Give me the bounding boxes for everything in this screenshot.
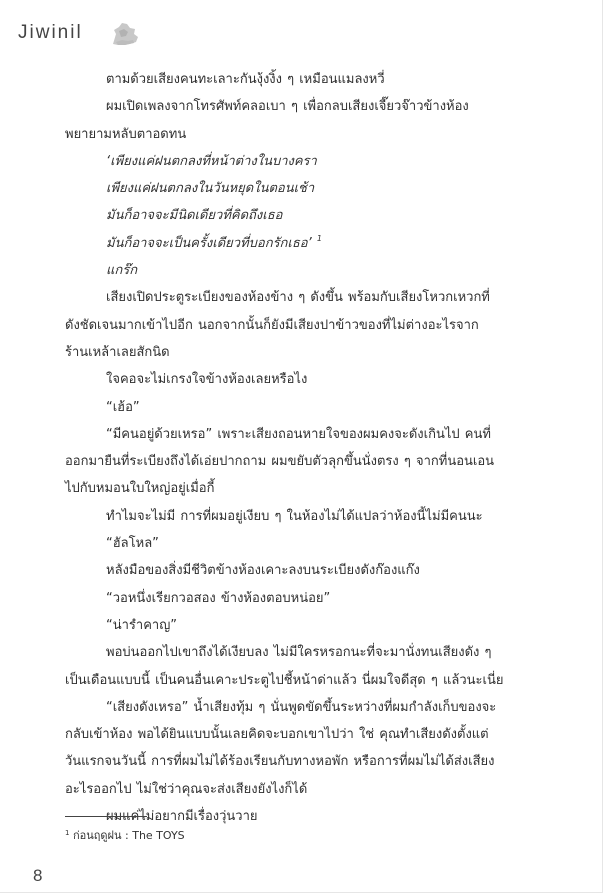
- footnote-divider: [65, 816, 147, 817]
- dialogue-line: “เฮ้อ”: [106, 399, 140, 415]
- footnote-text: ก่อนฤดูฝน : The TOYS: [72, 829, 185, 842]
- paragraph-line: ทำไมจะไม่มี การที่ผมอยู่เงียบ ๆ ในห้องไม่ได้แปลว่าห้องนี้ไม่มีคนนะ: [106, 508, 483, 524]
- sound-effect-line: แกร๊ก: [106, 263, 138, 279]
- paragraph-line: กลับเข้าห้อง พอได้ยินแบบนั้นเลยคิดจะบอกเขาไปว่า ใช่ คุณทำเสียงดังตั้งแต่: [65, 727, 489, 743]
- body-text: [65, 66, 523, 830]
- lyric-line: มันก็อาจจะเป็นครั้งเดียวที่บอกรักเธอ’: [106, 235, 312, 251]
- paragraph-line: พอบ่นออกไปเขาถึงได้เงียบลง ไม่มีใครหรอกนะที่จะมานั่งทนเสียงดัง ๆ: [106, 645, 492, 661]
- paragraph-line: ตามด้วยเสียงคนทะเลาะกันงุ้งงิ้ง ๆ เหมือนแมลงหวี่: [106, 72, 385, 87]
- footnote: [65, 826, 185, 844]
- page-number: 8: [33, 866, 43, 885]
- lyric-line-with-footnote: [65, 230, 523, 257]
- lyric-line: ‘เพียงแค่ฝนตกลงที่หน้าต่างในบางครา: [106, 153, 317, 169]
- paragraph-line: ใจคอจะไม่เกรงใจข้างห้องเลยหรือไง: [106, 372, 308, 388]
- author-logo-icon: [110, 20, 140, 48]
- paragraph-line: อะไรออกไป ไม่ใช่ว่าคุณจะส่งเสียงยังไงก็ได้: [65, 781, 308, 797]
- lyric-line: เพียงแค่ฝนตกลงในวันหยุดในตอนเช้า: [106, 181, 315, 197]
- dialogue-line: “น่ารำคาญ”: [106, 617, 178, 633]
- paragraph-line: หลังมือของสิ่งมีชีวิตข้างห้องเคาะลงบนระเบียงดังก๊องแก๊ง: [106, 563, 420, 579]
- paragraph-line: ดังชัดเจนมากเข้าไปอีก นอกจากนั้นก็ยังมีเสียงปาข้าวของที่ไม่ต่างอะไรจาก: [65, 317, 479, 333]
- footnote-marker: 1: [65, 829, 70, 837]
- paragraph-line: “เสียงดังเหรอ” น้ำเสียงทุ้ม ๆ นั่นพูดขัดขึ้นระหว่างที่ผมกำลังเก็บของจะ: [106, 699, 497, 715]
- paragraph-line: ร้านเหล้าเลยสักนิด: [65, 344, 170, 360]
- lyric-line: มันก็อาจจะมีนิดเดียวที่คิดถึงเธอ: [106, 208, 283, 224]
- paragraph-line: “มีคนอยู่ด้วยเหรอ” เพราะเสียงถอนหายใจของผมคงจะดังเกินไป คนที่: [106, 426, 491, 442]
- paragraph-line: ไปกับหมอนใบใหญ่อยู่เมื่อกี้: [65, 481, 215, 497]
- paragraph-line: เป็นเดือนแบบนี้ เป็นคนอื่นเคาะประตูไปชี้หน้าด่าแล้ว นี่ผมใจดีสุด ๆ แล้วนะเนี่ย: [65, 672, 504, 688]
- paragraph-line: ออกมายืนที่ระเบียงถึงได้เอ่ยปากถาม ผมขยับตัวลุกขึ้นนั่งตรง ๆ จากที่นอนเอน: [65, 454, 495, 470]
- paragraph-line: ผมแค่ไม่อยากมีเรื่องวุ่นวาย: [106, 809, 258, 825]
- author-name: Jiwinil: [18, 22, 83, 43]
- paragraph-line: เสียงเปิดประตูระเบียงของห้องข้าง ๆ ดังขึ้น พร้อมกับเสียงโหวกเหวกที่: [106, 290, 490, 306]
- paragraph-line: พยายามหลับตาอดทน: [65, 126, 187, 142]
- paragraph-line: ผมเปิดเพลงจากโทรศัพท์คลอเบา ๆ เพื่อกลบเสียงเจี๊ยวจ๊าวข้างห้อง: [106, 99, 469, 115]
- dialogue-line: “วอหนึ่งเรียกวอสอง ข้างห้องตอบหน่อย”: [106, 590, 331, 606]
- dialogue-line: “ฮัลโหล”: [106, 536, 159, 552]
- footnote-reference: 1: [316, 233, 322, 243]
- paragraph-line: วันแรกจนวันนี้ การที่ผมไม่ได้ร้องเรียนกับทางหอพัก หรือการที่ผมไม่ได้ส่งเสียง: [65, 754, 495, 770]
